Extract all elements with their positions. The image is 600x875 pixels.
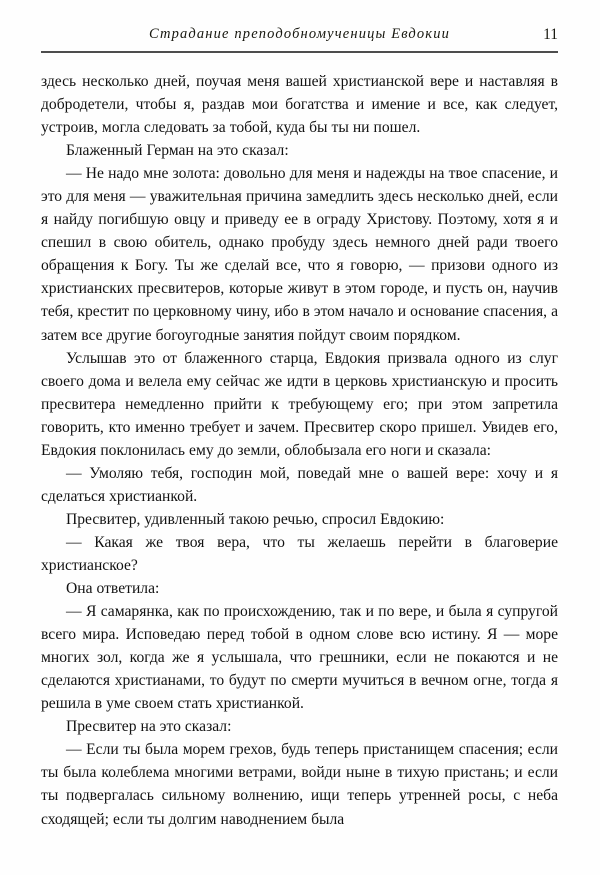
paragraph: — Умоляю тебя, господин мой, поведай мне о вашей вере: хочу и я сделаться христианкой. — [41, 464, 558, 505]
paragraph: — Не надо мне золота: довольно для меня и надежды на твое спасение, и это для меня — уважительная причина замедлить здесь несколько дней, если я найду погибшую овцу и приведу ее в ограду Христову. Поэтому, хотя я и спешил в свою обитель, однако пробуду здесь немного дней ради твоего обращения к Богу. Ты же сделай все, что я говорю, — призови одного из христианских пресвитеров, которые живут в этом городе, и пусть он, научив тебя, крестит по церковному чину, ибо в этом начало и основание спасения, а затем все другие богоугодные занятия пойдут своим порядком. — [41, 165, 558, 344]
header-rule — [41, 51, 558, 53]
paragraph: — Если ты была морем грехов, будь теперь пристанищем спасения; если ты была колеблема многими ветрами, войди ныне в тихую пристань; и если ты подвергалась сильному волнению, ищи теперь утренней росы, с неба сходящей; если ты долгим наводнением была — [41, 741, 558, 828]
paragraph: Она ответила: — [66, 580, 160, 598]
running-head — [41, 26, 558, 52]
paragraph: — Я самарянка, как по происхождению, так и по вере, и была я супругой всего мира. Исповедаю перед тобой в одном слове всю истину. Я — море многих зол, когда же я услышала, что грешники, если не покаются и не сделаются христианами, то будут по смерти мучиться в вечном огне, тогда я решила в уме своем стать христианкой. — [41, 603, 558, 713]
paragraph: Услышав это от блаженного старца, Евдокия призвала одного из слуг своего дома и велела ему сейчас же идти в церковь христианскую и просить пресвитера немедленно прийти к требующему его; при этом запретила говорить, кто именно требует и зачем. Пресвитер скоро пришел. Увидев его, Евдокия поклонилась ему до земли, облобызала его ноги и сказала: — [41, 349, 558, 459]
paragraph: Блаженный Герман на это сказал: — [66, 142, 289, 160]
body-text-column — [41, 70, 558, 831]
paragraph: здесь несколько дней, поучая меня вашей христианской вере и наставляя в добродетели, чтобы я, раздав мои богатства и имение и все, как следует, устроив, могла следовать за тобой, куда бы ты ни пошел. — [41, 73, 558, 137]
page-number: 11 — [543, 26, 558, 43]
running-head-title: Страдание преподобномученицы Евдокии — [148, 26, 451, 42]
paragraph: Пресвитер на это сказал: — [66, 718, 232, 736]
paragraph: Пресвитер, удивленный такою речью, спросил Евдокию: — [66, 510, 445, 528]
paragraph: — Какая же твоя вера, что ты желаешь перейти в благоверие христианское? — [41, 533, 558, 574]
